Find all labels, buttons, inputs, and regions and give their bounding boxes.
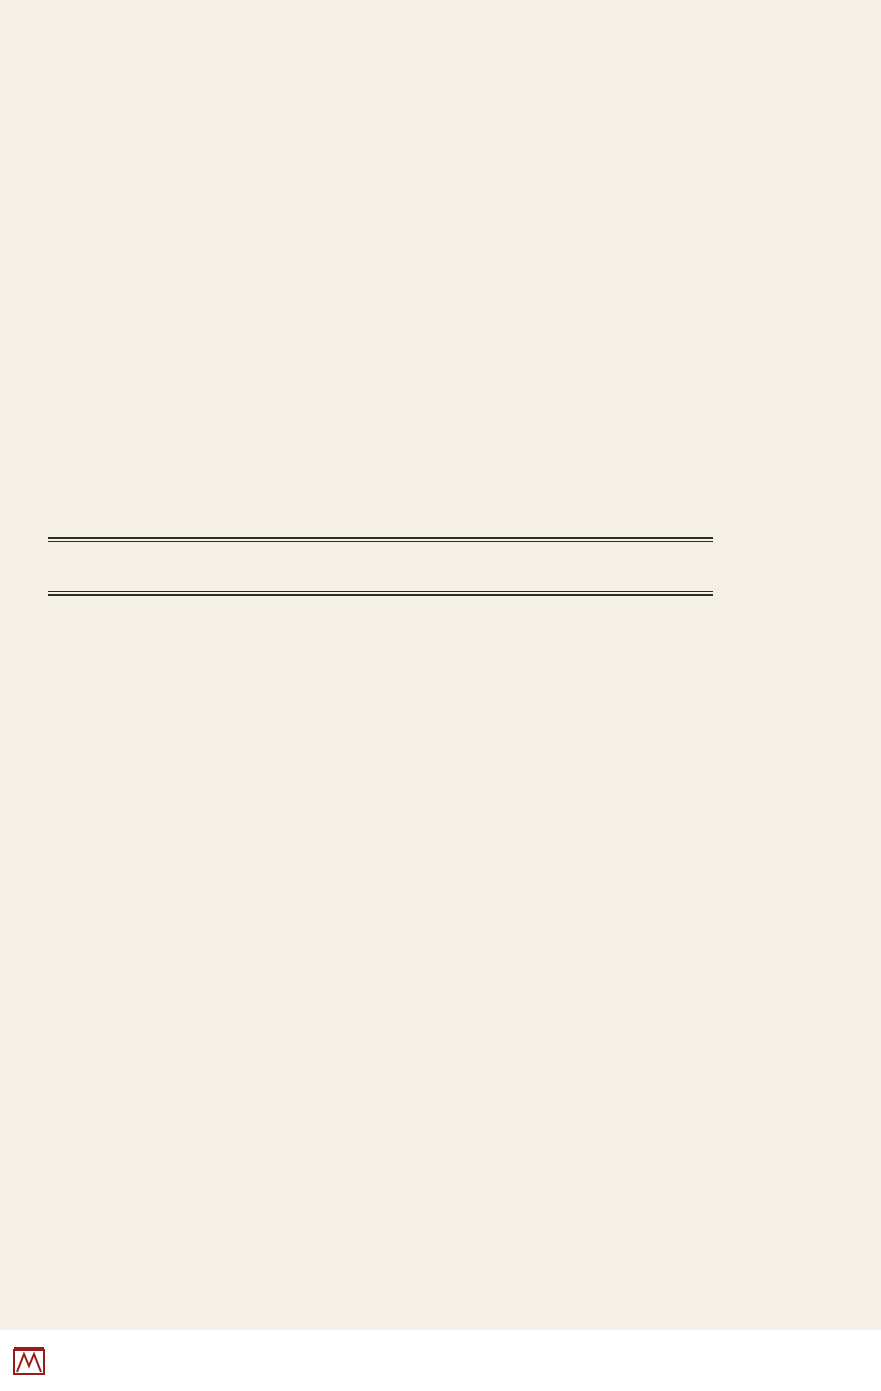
left-column [50,642,362,688]
divider-rule-top-thin [48,541,713,542]
viewer-footer [0,1330,881,1391]
essay-last-line [50,493,710,519]
dfg-logo-icon [786,1350,870,1384]
university-library-logo-icon [12,1344,46,1378]
divider-rule-top [48,537,713,539]
divider-rule-bottom [48,594,713,596]
divider-rule-bottom-thin [48,591,713,592]
